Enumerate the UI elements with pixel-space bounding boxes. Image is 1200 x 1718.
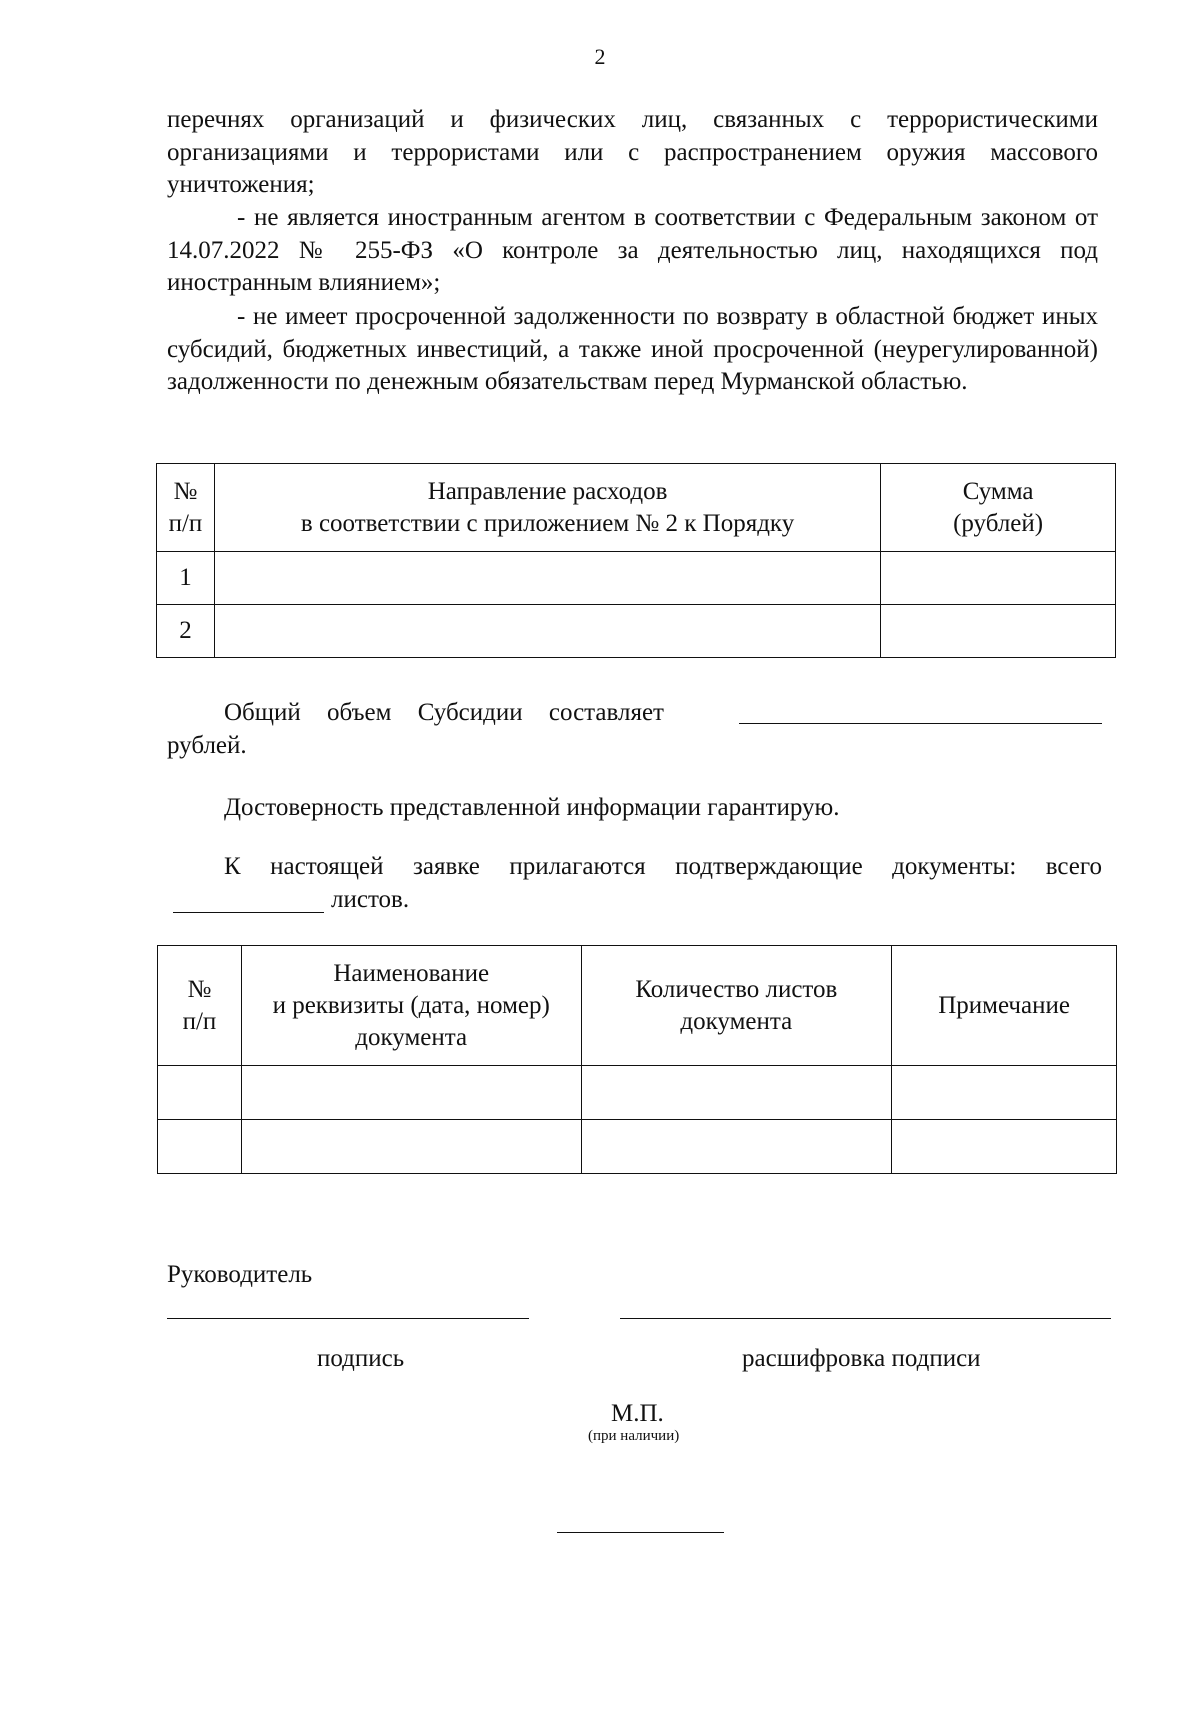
cell-number[interactable] <box>158 1066 242 1120</box>
guarantee-statement: Достоверность представленной информации гарантирую. <box>224 794 840 821</box>
table-row <box>158 1120 1117 1174</box>
signature-caption: подпись <box>317 1345 405 1372</box>
attachments-sheets-unit: листов. <box>331 886 410 913</box>
cell-document-name[interactable] <box>241 1066 581 1120</box>
header-number-line1: № <box>187 975 212 1003</box>
paragraph-terrorism-lists: перечнях организаций и физических лиц, связанных с террористическими организациями и террористами или с распространением оружия массового уничтожения; <box>167 106 1098 198</box>
cell-direction[interactable] <box>214 552 880 605</box>
header-direction-line2: в соответствии с приложением № 2 к Порядку <box>300 509 795 537</box>
header-number-line1: № <box>173 477 198 505</box>
expenses-table <box>156 463 1116 658</box>
header-number <box>158 946 242 1066</box>
documents-table-header-row <box>158 946 1117 1066</box>
paragraph-debt-text: - не имеет просроченной задолженности по возврату в областной бюджет иных субсидий, бюджетных инвестиций, а также иной просроченной (неурегулированной) задолженности по денежным обязательствам перед Мурманской областью. <box>167 303 1098 395</box>
attachments-statement: К настоящей заявке прилагаются подтверждающие документы: всего <box>224 853 1102 880</box>
header-number <box>157 464 215 552</box>
expenses-table-header-row <box>157 464 1116 552</box>
cell-direction[interactable] <box>214 605 880 658</box>
paragraph-debt <box>167 301 1098 399</box>
header-name-line2: и реквизиты (дата, номер) <box>272 991 550 1019</box>
paragraph-foreign-agent <box>167 202 1098 300</box>
cell-number[interactable]: 1 <box>157 552 215 605</box>
subsidy-total-input-line[interactable] <box>739 723 1102 724</box>
documents-table <box>157 945 1117 1174</box>
paragraph-foreign-agent-text: - не является иностранным агентом в соответствии с Федеральным законом от 14.07.2022 № 255-ФЗ «О контроле за деятельностью лиц, находящихся под иностранным влиянием»; <box>167 204 1098 296</box>
head-label: Руководитель <box>167 1261 313 1288</box>
stamp-label: М.П. <box>611 1400 664 1427</box>
stamp-note: (при наличии) <box>588 1428 680 1444</box>
header-sum <box>881 464 1116 552</box>
page-number: 2 <box>594 44 606 69</box>
decoding-caption: расшифровка подписи <box>742 1345 981 1372</box>
cell-document-name[interactable] <box>241 1120 581 1174</box>
header-name-line3: документа <box>355 1023 468 1051</box>
table-row <box>158 1066 1117 1120</box>
header-number-line2: п/п <box>182 1007 217 1035</box>
header-sheets-line2: документа <box>680 1007 793 1035</box>
header-direction-line1: Направление расходов <box>427 477 668 505</box>
header-name-line1: Наименование <box>333 959 490 987</box>
header-sheet-count <box>581 946 892 1066</box>
closing-divider <box>557 1532 724 1533</box>
cell-number[interactable] <box>158 1120 242 1174</box>
header-note: Примечание <box>892 946 1117 1066</box>
cell-note[interactable] <box>892 1120 1117 1174</box>
header-sum-line2: (рублей) <box>953 509 1044 537</box>
table-row <box>157 605 1116 658</box>
header-sheets-line1: Количество листов <box>635 975 838 1003</box>
signature-input-line[interactable] <box>167 1318 529 1319</box>
header-direction <box>214 464 880 552</box>
cell-sheet-count[interactable] <box>581 1120 892 1174</box>
header-document-name <box>241 946 581 1066</box>
cell-sum[interactable] <box>881 552 1116 605</box>
subsidy-total-label <box>224 697 664 729</box>
subsidy-total-text: Общий объем Субсидии составляет <box>224 699 664 726</box>
cell-sum[interactable] <box>881 605 1116 658</box>
cell-note[interactable] <box>892 1066 1117 1120</box>
header-number-line2: п/п <box>168 509 203 537</box>
cell-number[interactable]: 2 <box>157 605 215 658</box>
cell-sheet-count[interactable] <box>581 1066 892 1120</box>
header-sum-line1: Сумма <box>962 477 1034 505</box>
table-row <box>157 552 1116 605</box>
subsidy-total-unit: рублей. <box>167 732 247 759</box>
attachments-sheets-input-line[interactable] <box>173 912 324 913</box>
signature-decoding-input-line[interactable] <box>620 1318 1111 1319</box>
